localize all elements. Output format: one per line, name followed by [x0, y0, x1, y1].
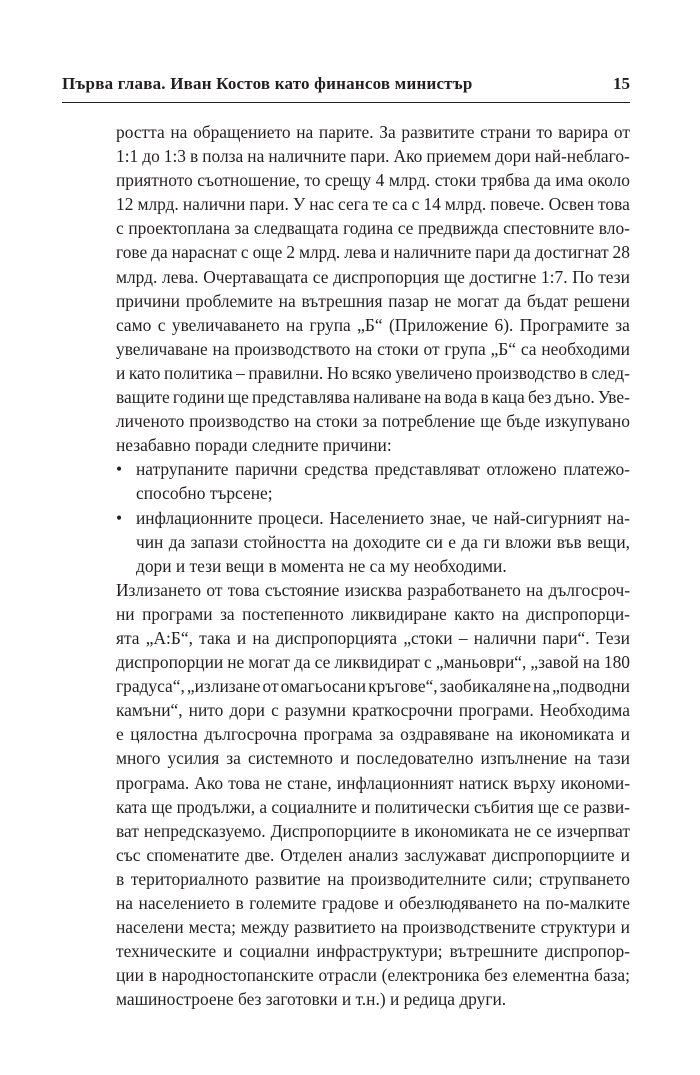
text-line: ват непредсказуемо. Диспропорциите в икономиката не се изчерпват: [116, 820, 630, 841]
text-line: техническите и социални инфраструктури; вътрешните диспропор-: [116, 941, 630, 962]
text-line: 1:1 до 1:3 в полза на наличните пари. Ако приемем дори най-неблаго-: [116, 146, 630, 167]
text-line: със споменатите две. Отделен анализ заслужават диспропорциите и: [116, 844, 630, 865]
bullet-marker: •: [116, 459, 123, 480]
text-line: в териториалното развитие на производителните сили; струпването: [116, 868, 630, 889]
bullet-text: инфлационните процеси. Населението знае, че най-сигурният на-: [136, 507, 630, 528]
text-line: много усилия за системното и последователно изпълнение на тази: [116, 748, 630, 769]
bullet-text: дори и тези вещи в момента не са му необходими.: [136, 555, 507, 576]
text-line: личеното производство на стоки за потребление ще бъде изкупувано: [116, 411, 630, 432]
bullet-text: натрупаните парични средства представляват отложено платежо-: [136, 459, 630, 480]
paragraph-1: [116, 120, 630, 457]
text-line: млрд. лева. Очертаващата се диспропорция ще достигне 1:7. По тези: [116, 266, 630, 287]
paragraph-2: [116, 578, 630, 1012]
text-line: с проектоплана за следващата година се предвижда спестовните вло-: [116, 218, 630, 239]
bullet-marker: •: [116, 507, 123, 528]
text-line: ващите години ще представлява наливане на вода в каца без дъно. Уве-: [116, 387, 630, 408]
text-line: ката ще продължи, а социалните и политически събития ще се разви-: [116, 796, 630, 817]
text-line: приятното съотношение, то срещу 4 млрд. стоки трябва да има около: [116, 170, 630, 191]
text-line: увеличаване на производството на стоки от група „Б“ са необходими: [116, 338, 630, 359]
running-header: [62, 66, 630, 103]
page-number: 15: [613, 74, 630, 93]
text-line: 12 млрд. налични пари. У нас сега те са с 14 млрд. повече. Освен това: [116, 194, 630, 215]
bullet-item: [116, 506, 630, 578]
text-line: причини проблемите на вътрешния пазар не могат да бъдат решени: [116, 290, 630, 311]
text-line: диспропорции не могат да се ликвидират с „маньоври“, „завой на 180: [116, 652, 630, 673]
text-line: е цялостна дългосрочна програма за оздравяване на икономиката и: [116, 724, 630, 745]
text-line: незабавно поради следните причини:: [116, 435, 392, 456]
text-line: ростта на обращението на парите. За развитите страни то варира от: [116, 122, 630, 142]
text-line: на населението в големите градове и обезлюдяването на по-малките: [116, 893, 630, 913]
text-line: ни програми за постепенното ликвидиране както на диспропорци-: [116, 603, 630, 624]
bullet-text: чин да запази стойността на доходите си е да ги вложи във вещи,: [136, 531, 630, 552]
text-line: градуса“, „излизане от омагьосани кръгове“, заобикаляне на „подводни: [116, 676, 630, 697]
text-line: само с увеличаването на група „Б“ (Приложение 6). Програмите за: [116, 314, 630, 335]
bullet-list: [116, 457, 630, 577]
text-line: и като политика – правилни. Но всяко увеличено производство в след-: [116, 362, 630, 383]
text-line: ции в народностопанските отрасли (електроника без елементна база;: [116, 965, 630, 986]
page-body: [116, 120, 630, 1011]
text-line: гове да нараснат с още 2 млрд. лева и наличните пари да достигнат 28: [116, 242, 630, 263]
chapter-title: Първа глава. Иван Костов като финансов министър: [62, 74, 473, 93]
text-line: машиностроене без заготовки и т.н.) и редица други.: [116, 989, 507, 1010]
bullet-text: способно търсене;: [136, 483, 273, 504]
text-line: програма. Ако това не стане, инфлационният натиск върху икономи-: [116, 772, 630, 793]
text-line: камъни“, нито дори с разумни краткосрочни програми. Необходима: [116, 700, 630, 721]
text-line: населени места; между развитието на производствените структури и: [116, 917, 630, 938]
text-line: ята „А:Б“, така и на диспропорцията „стоки – налични пари“. Тези: [116, 627, 630, 648]
text-line: Излизането от това състояние изисква разработването на дългосроч-: [116, 579, 630, 600]
bullet-item: [116, 457, 630, 505]
